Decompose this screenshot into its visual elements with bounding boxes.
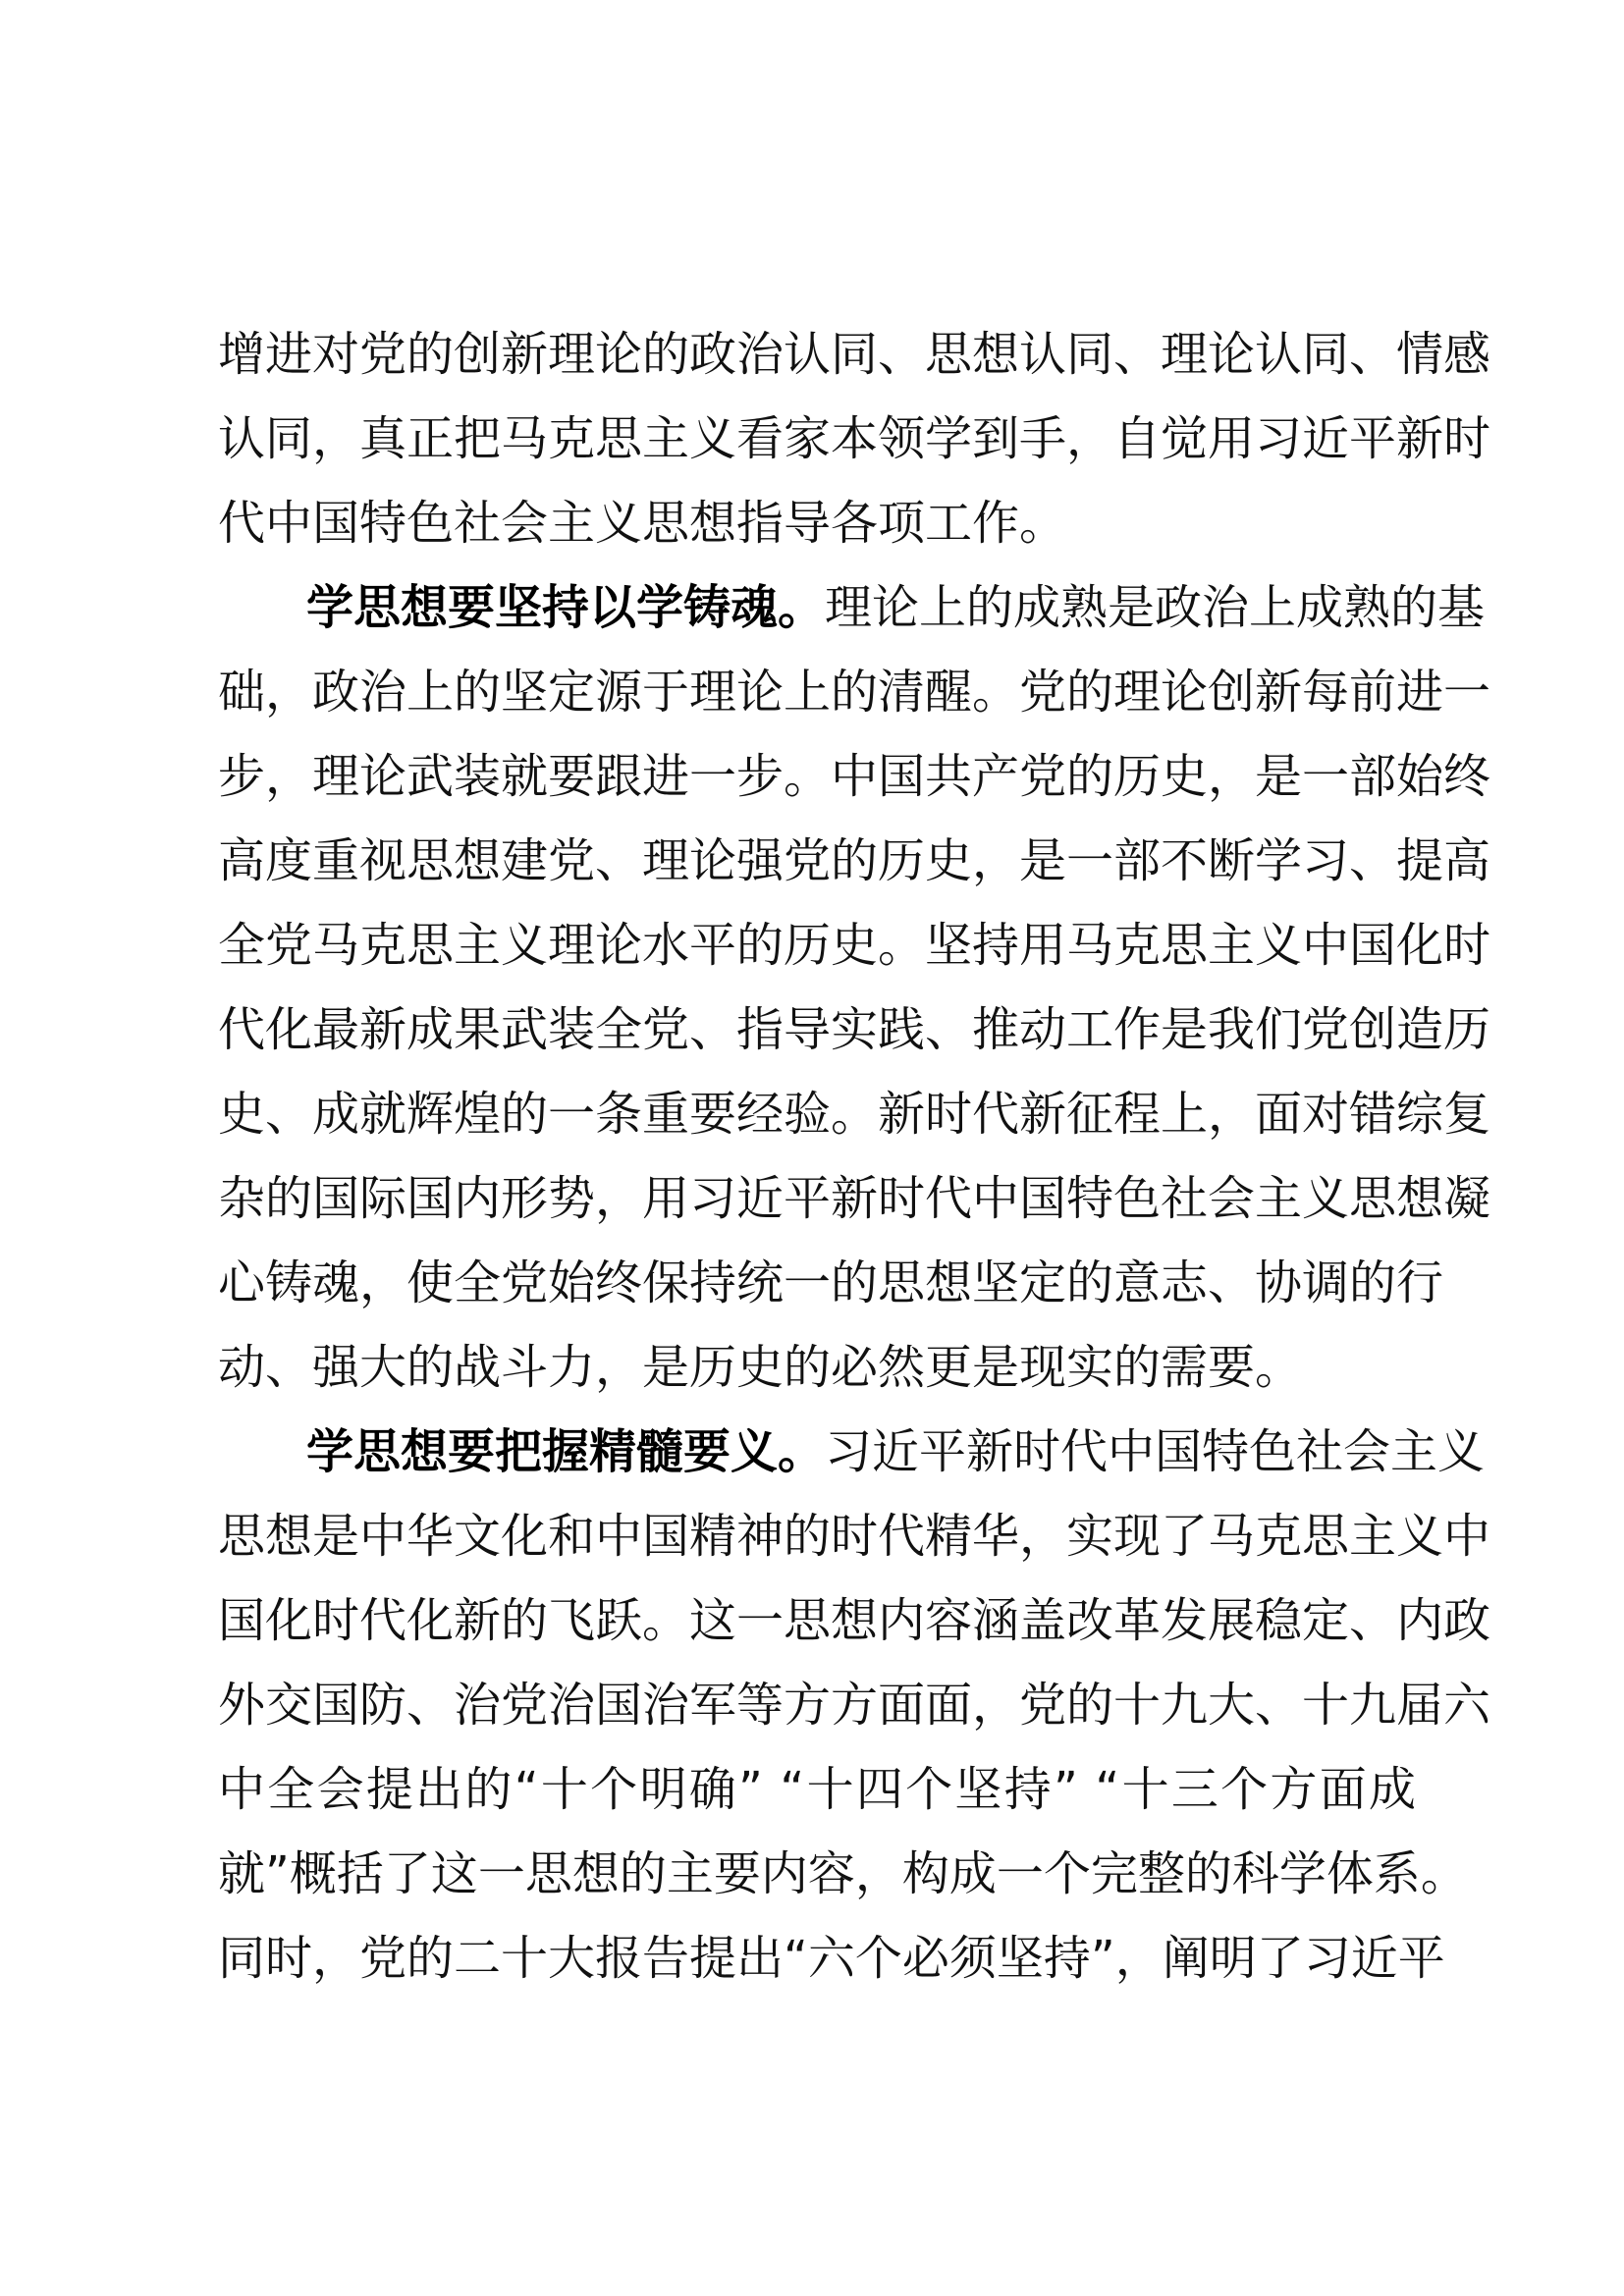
text-line: 就”概括了这一思想的主要内容，构成一个完整的科学体系。: [218, 1846, 1468, 1901]
text-line: 础，政治上的坚定源于理论上的清醒。党的理论创新每前进一: [218, 665, 1491, 720]
paragraph-heading: 学思想要坚持以学铸魂。: [306, 580, 826, 635]
text-run: 理论上的成熟是政治上成熟的基: [825, 580, 1486, 635]
text-line: 全党马克思主义理论水平的历史。坚持用马克思主义中国化时: [218, 918, 1491, 973]
text-line: 外交国防、治党治国治军等方方面面，党的十九大、十九届六: [218, 1678, 1491, 1733]
text-run: 习近平新时代中国特色社会主义: [825, 1424, 1486, 1479]
text-line: 同时，党的二十大报告提出“六个必须坚持”，阐明了习近平: [218, 1931, 1445, 1986]
text-line: 史、成就辉煌的一条重要经验。新时代新征程上，面对错综复: [218, 1087, 1491, 1142]
text-line: 国化时代化新的飞跃。这一思想内容涵盖改革发展稳定、内政: [218, 1593, 1491, 1648]
text-line: 认同，真正把马克思主义看家本领学到手，自觉用习近平新时: [218, 411, 1491, 466]
text-line: 中全会提出的“十个明确” “十四个坚持” “十三个方面成: [218, 1762, 1416, 1817]
text-line: 增进对党的创新理论的政治认同、思想认同、理论认同、情感: [218, 327, 1491, 382]
paragraph-first-line: [306, 565, 1486, 650]
text-line: 代化最新成果武装全党、指导实践、推动工作是我们党创造历: [218, 1002, 1491, 1057]
text-line: 动、强大的战斗力，是历史的必然更是现实的需要。: [218, 1340, 1303, 1395]
text-line: 高度重视思想建党、理论强党的历史，是一部不断学习、提高: [218, 833, 1491, 888]
text-line: 思想是中华文化和中国精神的时代精华，实现了马克思主义中: [218, 1509, 1491, 1564]
paragraph-heading: 学思想要把握精髓要义。: [306, 1424, 826, 1479]
text-line: 步，理论武装就要跟进一步。中国共产党的历史，是一部始终: [218, 749, 1491, 804]
paragraph-first-line: [306, 1410, 1486, 1494]
text-line: 心铸魂，使全党始终保持统一的思想坚定的意志、协调的行: [218, 1255, 1444, 1310]
text-line: 杂的国际国内形势，用习近平新时代中国特色社会主义思想凝: [218, 1171, 1491, 1226]
text-line: 代中国特色社会主义思想指导各项工作。: [218, 496, 1067, 551]
